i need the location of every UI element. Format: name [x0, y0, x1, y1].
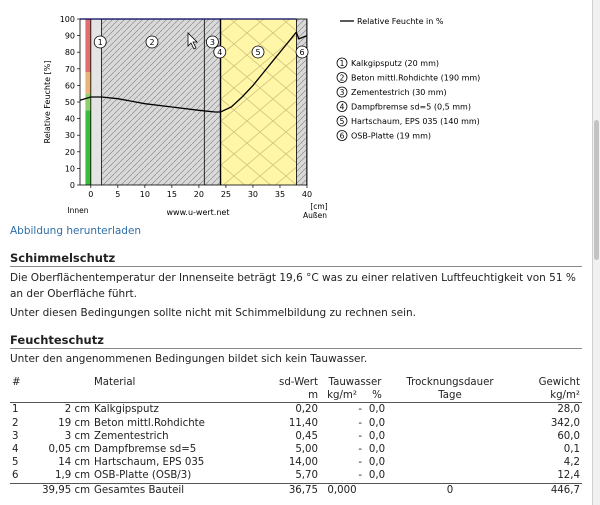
cell-gew: 4,2	[563, 457, 580, 469]
x-tick-label: 15	[166, 190, 177, 199]
table-total-row	[10, 483, 582, 497]
cell-gew: 60,0	[557, 430, 580, 442]
cell-num: 4	[12, 444, 19, 456]
total-sd: 36,75	[270, 483, 320, 497]
cell-trock	[390, 456, 510, 469]
cell-num: 3	[12, 430, 19, 442]
section-title-feuchteschutz: Feuchteschutz	[10, 333, 104, 347]
cell-thick: 0,05 cm	[48, 444, 90, 456]
cell-sd: 11,40	[288, 417, 318, 429]
cell-sd: 5,70	[295, 470, 318, 482]
schimmel-paragraph-1: Die Oberflächentemperatur der Innenseite beträgt 19,6 °C was zu einer relativen Luftfeuchtigkeit von 51 % an der Oberfläche führt.	[10, 272, 576, 300]
cell-gew: 0,1	[563, 444, 580, 456]
cell-thick: 3 cm	[64, 430, 90, 442]
inside-humidity-strip	[85, 19, 90, 72]
legend-layer-label: Hartschaum, EPS 035 (140 mm)	[351, 117, 480, 126]
table-row	[10, 456, 582, 469]
cell-sd: 0,20	[295, 404, 318, 416]
x-tick-label: 10	[139, 190, 150, 199]
legend-line-label: Relative Feuchte in %	[357, 17, 444, 26]
y-tick-label: 60	[64, 81, 75, 91]
unit-gewicht: kg/m²	[510, 389, 582, 403]
legend-layer-label: Kalkgipsputz (20 mm)	[351, 59, 439, 68]
inside-humidity-strip	[85, 72, 90, 94]
cell-trock	[390, 469, 510, 483]
cell-trock	[390, 417, 510, 430]
total-gewicht: 446,7	[510, 483, 582, 497]
header-tauwasser: Tauwasser	[328, 377, 382, 388]
humidity-chart	[0, 0, 592, 222]
total-material: Gesamtes Bauteil	[92, 483, 270, 497]
layer-number-label: 6	[299, 48, 305, 57]
table-row	[10, 430, 582, 443]
section-title-schimmelschutz: Schimmelschutz	[10, 251, 116, 265]
cell-num: 6	[12, 470, 19, 482]
cell-trock	[390, 430, 510, 443]
unit-sd: m	[270, 389, 320, 403]
cell-tw_kg: -	[358, 457, 362, 469]
x-tick-label: 35	[274, 190, 286, 199]
cell-num: 2	[12, 417, 19, 429]
legend-layer-number: 1	[339, 59, 345, 68]
x-tick-label: 25	[220, 190, 232, 199]
layer-number-label: 5	[255, 48, 261, 57]
cell-tw_pct: 0,0	[368, 444, 386, 456]
x-axis-unit: [cm]	[310, 202, 328, 211]
cell-material: OSB-Platte (OSB/3)	[94, 470, 192, 482]
source-label: www.u-wert.net	[166, 208, 230, 217]
header-material: Material	[94, 377, 136, 388]
label-inside: Innen	[67, 206, 89, 215]
total-trocknung: 0	[390, 483, 510, 497]
cell-material: Hartschaum, EPS 035	[94, 457, 205, 469]
cell-tw_pct: 0,0	[368, 470, 386, 482]
section-divider	[10, 266, 582, 267]
header-num: #	[12, 377, 21, 388]
table-row	[10, 417, 582, 430]
legend-layer-label: OSB-Platte (19 mm)	[351, 131, 431, 141]
layer-number-label: 2	[149, 38, 155, 47]
cell-tw_pct: 0,0	[368, 404, 386, 416]
cell-sd: 14,00	[288, 457, 318, 469]
header-sd: sd-Wert	[279, 377, 318, 388]
cell-tw_pct: 0,0	[368, 430, 386, 442]
y-tick-label: 10	[64, 164, 75, 174]
table-row	[10, 469, 582, 483]
schimmel-paragraph-2: Unter diesen Bedingungen sollte nicht mit Schimmelbildung zu rechnen sein.	[10, 307, 416, 319]
cell-tw_kg: -	[358, 430, 362, 442]
section-divider	[10, 348, 582, 349]
cell-material: Beton mittl.Rohdichte	[94, 417, 205, 429]
cell-tw_pct: 0,0	[368, 417, 386, 429]
layer-number-label: 3	[209, 38, 215, 47]
legend-layer-label: Dampfbremse sd=5 (0,5 mm)	[351, 102, 471, 112]
x-tick-label: 0	[88, 190, 94, 199]
legend-layer-number: 2	[339, 73, 345, 83]
cell-thick: 19 cm	[58, 417, 90, 429]
y-tick-label: 30	[64, 131, 75, 141]
legend-layer-number: 4	[339, 102, 345, 112]
cell-tw_kg: -	[358, 444, 362, 456]
y-tick-label: 100	[59, 15, 75, 24]
legend-layer-label: Beton mittl.Rohdichte (190 mm)	[351, 73, 481, 83]
cell-trock	[390, 443, 510, 456]
layer-number-label: 1	[97, 38, 103, 47]
header-gewicht: Gewicht	[538, 377, 580, 388]
y-tick-label: 20	[64, 147, 75, 157]
label-outside: Außen	[303, 211, 327, 220]
cell-thick: 2 cm	[64, 404, 90, 416]
y-tick-label: 80	[64, 48, 75, 58]
legend-layer-number: 5	[339, 117, 345, 126]
cell-thick: 1,9 cm	[55, 470, 90, 482]
layer-osb	[296, 19, 306, 185]
y-tick-label: 70	[64, 64, 75, 74]
y-axis-label: Relative Feuchte [%]	[43, 60, 52, 144]
cell-gew: 342,0	[550, 417, 580, 429]
cell-trock	[390, 403, 510, 417]
table-units-row	[10, 389, 582, 403]
x-tick-label: 20	[193, 190, 204, 199]
cell-material: Kalkgipsputz	[94, 404, 159, 416]
cell-tw_pct: 0,0	[368, 457, 386, 469]
x-tick-label: 40	[301, 190, 313, 199]
cell-sd: 0,45	[295, 430, 318, 442]
feuchteschutz-table	[10, 376, 582, 497]
download-figure-link[interactable]: Abbildung herunterladen	[10, 225, 142, 237]
cell-num: 1	[12, 404, 19, 416]
scrollbar-thumb[interactable]	[594, 120, 599, 260]
vertical-scrollbar[interactable]	[593, 0, 600, 505]
table-header-row	[10, 376, 582, 389]
cell-gew: 28,0	[557, 404, 580, 416]
cell-num: 5	[12, 457, 19, 469]
total-tw-kg: 0,000	[320, 483, 364, 497]
inside-humidity-strip	[85, 94, 90, 111]
y-tick-label: 40	[64, 114, 75, 124]
layer-number-label: 4	[217, 48, 223, 57]
legend-layer-label: Zementestrich (30 mm)	[351, 88, 447, 97]
y-tick-label: 0	[69, 181, 75, 190]
cell-material: Zementestrich	[94, 430, 169, 442]
y-tick-label: 90	[64, 31, 75, 41]
feuchte-paragraph: Unter den angenommenen Bedingungen bildet sich kein Tauwasser.	[10, 353, 368, 365]
cell-tw_kg: -	[358, 417, 362, 429]
cell-tw_kg: -	[358, 404, 362, 416]
total-thickness: 39,95 cm	[30, 483, 92, 497]
x-tick-label: 5	[115, 190, 121, 199]
legend-layer-number: 3	[339, 88, 345, 97]
x-tick-label: 30	[247, 190, 259, 199]
cell-tw_kg: -	[358, 470, 362, 482]
table-row	[10, 443, 582, 456]
header-trocknung: Trocknungsdauer	[406, 377, 494, 388]
y-tick-label: 50	[64, 98, 75, 107]
unit-tw-pct: %	[364, 389, 390, 403]
table-row	[10, 403, 582, 417]
cell-thick: 14 cm	[58, 457, 90, 469]
cell-material: Dampfbremse sd=5	[94, 444, 197, 456]
legend-layer-number: 6	[339, 131, 345, 141]
inside-humidity-strip	[85, 110, 90, 185]
cell-sd: 5,00	[295, 444, 318, 456]
unit-trocknung: Tage	[390, 389, 510, 403]
unit-tw-kg: kg/m²	[320, 389, 364, 403]
cell-gew: 12,4	[557, 470, 580, 482]
layer-hartschaum	[221, 19, 297, 185]
